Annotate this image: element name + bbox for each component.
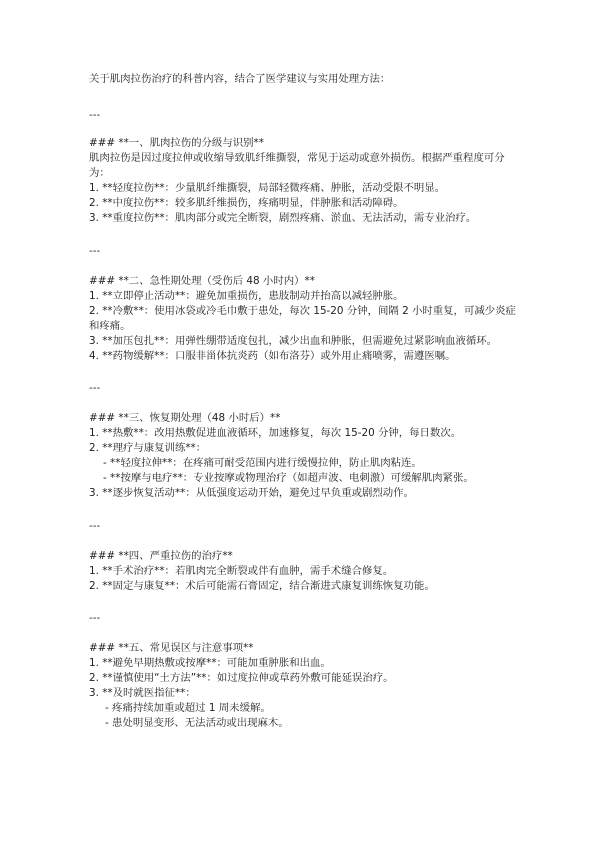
separator: --- xyxy=(89,612,101,624)
list-item: 3. **及时就医指征**： xyxy=(89,687,196,699)
list-item: 2. **固定与康复**：术后可能需石膏固定，结合渐进式康复训练恢复功能。 xyxy=(89,580,435,592)
separator: --- xyxy=(89,520,101,532)
paragraph-line: 肌肉拉伤是因过度拉伸或收缩导致肌纤维撕裂，常见于运动或意外损伤。根据严重程度可分 xyxy=(89,152,505,164)
section-heading: ### **四、严重拉伤的治疗** xyxy=(89,550,233,562)
list-item: 3. **加压包扎**：用弹性绷带适度包扎，减少出血和肿胀，但需避免过紧影响血液循环。 xyxy=(89,335,498,347)
section-heading: ### **三、恢复期处理（48 小时后）** xyxy=(89,412,281,424)
list-item: 1. **立即停止活动**：避免加重损伤，患肢制动并抬高以减轻肿胀。 xyxy=(89,290,404,302)
list-item: 1. **热敷**：改用热敷促进血液循环，加速修复，每次 15-20 分钟，每日数次。 xyxy=(89,427,462,439)
section-heading: ### **二、急性期处理（受伤后 48 小时内）** xyxy=(89,275,315,287)
list-item: 3. **重度拉伤**：肌肉部分或完全断裂，剧烈疼痛、淤血、无法活动，需专业治疗。 xyxy=(89,212,477,224)
separator: --- xyxy=(89,245,101,257)
list-item: 1. **手术治疗**：若肌肉完全断裂或伴有血肿，需手术缝合修复。 xyxy=(89,565,394,577)
paragraph-line: 为： xyxy=(89,167,110,179)
sub-list-item: - 患处明显变形、无法活动或出现麻木。 xyxy=(105,717,289,729)
sub-list-item: - 疼痛持续加重或超过 1 周未缓解。 xyxy=(105,702,271,714)
sub-list-item: - **按摩与电疗**：专业按摩或物理治疗（如超声波、电刺激）可缓解肌肉紧张。 xyxy=(103,472,474,484)
section-heading: ### **一、肌肉拉伤的分级与识别** xyxy=(89,137,264,149)
separator: --- xyxy=(89,109,101,121)
list-item: 2. **理疗与康复训练**： xyxy=(89,442,207,454)
list-item: 4. **药物缓解**：口服非甾体抗炎药（如布洛芬）或外用止痛喷雾，需遵医嘱。 xyxy=(89,350,456,362)
list-item-continuation: 和疼痛。 xyxy=(89,320,131,332)
sub-list-item: - **轻度拉伸**：在疼痛可耐受范围内进行缓慢拉伸，防止肌肉粘连。 xyxy=(103,457,422,469)
list-item: 2. **冷敷**：使用冰袋或冷毛巾敷于患处，每次 15-20 分钟，间隔 2 小时重复，可减少炎症 xyxy=(89,305,516,317)
separator: --- xyxy=(89,382,101,394)
list-item: 1. **轻度拉伤**：少量肌纤维撕裂，局部轻微疼痛、肿胀，活动受限不明显。 xyxy=(89,182,446,194)
intro-text: 关于肌肉拉伤治疗的科普内容，结合了医学建议与实用处理方法： xyxy=(89,73,391,85)
section-heading: ### **五、常见误区与注意事项** xyxy=(89,642,254,654)
list-item: 1. **避免早期热敷或按摩**：可能加重肿胀和出血。 xyxy=(89,657,331,669)
list-item: 2. **谨慎使用“土方法”**：如过度拉伸或草药外敷可能延误治疗。 xyxy=(89,672,394,684)
list-item: 3. **逐步恢复活动**：从低强度运动开始，避免过早负重或剧烈动作。 xyxy=(89,487,414,499)
list-item: 2. **中度拉伤**：较多肌纤维损伤，疼痛明显，伴肿胀和活动障碍。 xyxy=(89,197,404,209)
